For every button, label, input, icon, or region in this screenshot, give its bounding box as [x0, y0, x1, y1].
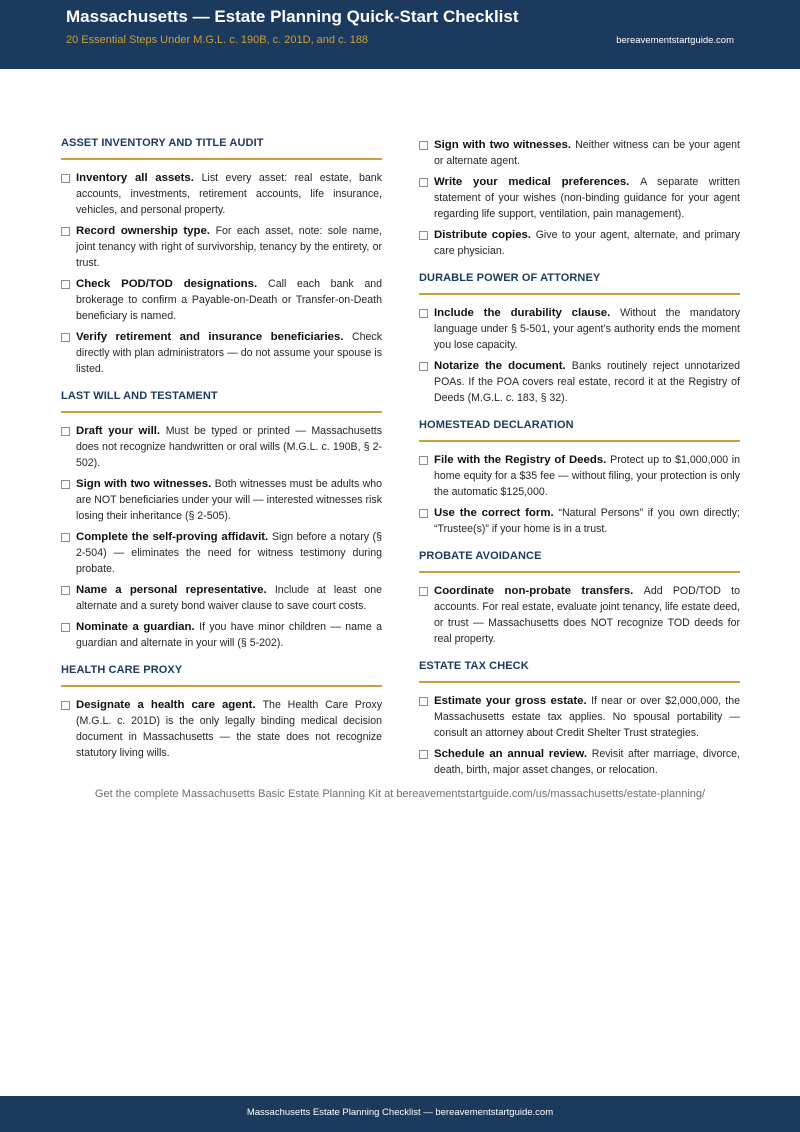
- checklist-item: [61, 423, 382, 471]
- footer-text: Massachusetts Estate Planning Checklist — bereavementstartguide.com: [246, 1107, 554, 1118]
- item-text: Sign before a notary (§ 2-504) — eliminates the need for witness testimony during probate.: [76, 531, 382, 575]
- item-lead: Include the durability clause.: [434, 307, 621, 319]
- section-asset-inventory: [61, 137, 382, 377]
- checkbox[interactable]: [419, 178, 428, 187]
- page-title: Massachusetts — Estate Planning Quick-Start Checklist: [66, 7, 519, 26]
- checklist-item: [419, 746, 740, 778]
- page-footer: [0, 1096, 800, 1132]
- right-column: [419, 137, 740, 791]
- checklist-item: [419, 358, 740, 406]
- checkbox[interactable]: [419, 750, 428, 759]
- checklist-item: [419, 452, 740, 500]
- checklist-item: [61, 582, 382, 614]
- checkbox[interactable]: [61, 227, 70, 236]
- item-text: Without the mandatory language under § 5-501, your agent’s authority ends the moment you lose capacity.: [434, 307, 740, 351]
- item-text: Both witnesses must be adults who are NOT beneficiaries under your will — interested witnesses risk losing their inheritance (§ 2-505).: [76, 478, 383, 522]
- checkbox[interactable]: [419, 309, 428, 318]
- section-probate-avoidance: [419, 550, 740, 647]
- item-text: Protect up to $1,000,000 in home equity for a $35 fee — without filing, your protection is only the automatic $125,000.: [434, 454, 741, 498]
- checkbox[interactable]: [419, 509, 428, 518]
- checkbox[interactable]: [61, 533, 70, 542]
- item-lead: Draft your will.: [76, 425, 166, 437]
- item-lead: Sign with two witnesses.: [76, 478, 215, 490]
- checkbox[interactable]: [61, 333, 70, 342]
- checkbox[interactable]: [61, 280, 70, 289]
- item-lead: Sign with two witnesses.: [434, 139, 576, 151]
- item-lead: Verify retirement and insurance beneficiaries.: [76, 331, 352, 343]
- item-text: Banks routinely reject unnotarized POAs. If the POA covers real estate, record it at the Registry of Deeds (M.G.L. c. 183, § 32).: [434, 360, 740, 404]
- checklist-item: [419, 505, 740, 537]
- checkbox[interactable]: [419, 362, 428, 371]
- item-text: “Natural Persons” if you own directly; “Trustee(s)” if your home is in a trust.: [434, 507, 740, 535]
- item-text: Add POD/TOD to accounts. For real estate, evaluate joint tenancy, life estate deed, or trust — Massachusetts does NOT recognize TOD deeds for real property.: [434, 585, 740, 645]
- item-text: A separate written statement of your wishes (non-binding guidance for your agent regarding life support, ventilation, pain management).: [434, 176, 740, 220]
- item-lead: Complete the self-proving affidavit.: [76, 531, 272, 543]
- item-text: If near or over $2,000,000, the Massachusetts estate tax applies. No spousal portability — consult an attorney about Credit Shelter Trust strategies.: [434, 695, 740, 739]
- checklist-item: [61, 170, 382, 218]
- checklist-item: [419, 137, 740, 169]
- item-lead: Use the correct form.: [434, 507, 559, 519]
- checkbox[interactable]: [61, 174, 70, 183]
- item-lead: Name a personal representative.: [76, 584, 275, 596]
- checkbox[interactable]: [61, 586, 70, 595]
- checklist-item: [419, 305, 740, 353]
- item-lead: Schedule an annual review.: [434, 748, 592, 760]
- item-lead: Coordinate non-probate transfers.: [434, 585, 644, 597]
- item-text: Check directly with plan administrators — do not assume your spouse is listed.: [76, 331, 382, 375]
- section-homestead: [419, 419, 740, 537]
- left-column: [61, 137, 382, 774]
- checklist-item: [61, 276, 382, 324]
- item-lead: Inventory all assets.: [76, 172, 202, 184]
- item-text: Neither witness can be your agent or alternate agent.: [434, 139, 740, 167]
- item-text: The Health Care Proxy (M.G.L. c. 201D) is the only legally binding medical decision document in Massachusetts — the state does not recognize statutory living wills.: [76, 699, 382, 759]
- item-lead: Designate a health care agent.: [76, 699, 263, 711]
- checkbox[interactable]: [419, 697, 428, 706]
- checkbox[interactable]: [419, 141, 428, 150]
- item-text: Give to your agent, alternate, and primary care physician.: [434, 229, 740, 257]
- checklist-item: [61, 329, 382, 377]
- checklist-item: [61, 223, 382, 271]
- item-text: List every asset: real estate, bank accounts, investments, retirement accounts, life insurance, vehicles, and personal property.: [76, 172, 382, 216]
- item-lead: Nominate a guardian.: [76, 621, 200, 633]
- section-title: DURABLE POWER OF ATTORNEY: [419, 272, 740, 295]
- page-subtitle: 20 Essential Steps Under M.G.L. c. 190B, c. 201D, and c. 188: [66, 34, 369, 46]
- section-durable-poa: [419, 272, 740, 406]
- checkbox[interactable]: [419, 456, 428, 465]
- section-title: HEALTH CARE PROXY: [61, 664, 382, 687]
- item-lead: File with the Registry of Deeds.: [434, 454, 611, 466]
- section-title: PROBATE AVOIDANCE: [419, 550, 740, 573]
- item-lead: Check POD/TOD designations.: [76, 278, 269, 290]
- item-text: For each asset, note: sole name, joint tenancy with right of survivorship, tenancy by the entirety, or trust.: [76, 225, 382, 269]
- item-lead: Record ownership type.: [76, 225, 216, 237]
- section-title: ESTATE TAX CHECK: [419, 660, 740, 683]
- item-lead: Distribute copies.: [434, 229, 536, 241]
- checklist-item: [419, 227, 740, 259]
- page-header: [0, 0, 800, 69]
- item-text: Revisit after marriage, divorce, death, birth, major asset changes, or relocation.: [434, 748, 740, 776]
- checkbox[interactable]: [61, 427, 70, 436]
- kit-link[interactable]: Get the complete Massachusetts Basic Estate Planning Kit at bereavementstartguide.com/us/massachusetts/estate-planning/: [94, 788, 706, 800]
- section-health-care-proxy: [61, 664, 382, 761]
- section-title: HOMESTEAD DECLARATION: [419, 419, 740, 442]
- header-site-link[interactable]: bereavementstartguide.com: [616, 35, 734, 46]
- checkbox[interactable]: [419, 231, 428, 240]
- item-text: Call each bank and brokerage to confirm a Payable-on-Death or Transfer-on-Death beneficiary is named.: [76, 278, 382, 322]
- section-title: LAST WILL AND TESTAMENT: [61, 390, 382, 413]
- checklist-item: [419, 174, 740, 222]
- checklist-item: [419, 583, 740, 647]
- item-lead: Notarize the document.: [434, 360, 572, 372]
- checkbox[interactable]: [419, 587, 428, 596]
- item-lead: Estimate your gross estate.: [434, 695, 592, 707]
- section-estate-tax: [419, 660, 740, 778]
- checkbox[interactable]: [61, 701, 70, 710]
- item-lead: Write your medical preferences.: [434, 176, 641, 188]
- checklist-item: [61, 619, 382, 651]
- checkbox[interactable]: [61, 623, 70, 632]
- item-text: Include at least one alternate and a surety bond waiver clause to save court costs.: [76, 584, 382, 612]
- section-title: ASSET INVENTORY AND TITLE AUDIT: [61, 137, 382, 160]
- checklist-item: [61, 697, 382, 761]
- item-text: Must be typed or printed — Massachusetts does not recognize handwritten or oral wills (M.G.L. c. 190B, § 2-502).: [76, 425, 383, 469]
- checklist-item: [61, 476, 382, 524]
- section-will: [61, 390, 382, 651]
- checkbox[interactable]: [61, 480, 70, 489]
- section-health-care-proxy-continued: [419, 137, 740, 259]
- checklist-item: [419, 693, 740, 741]
- checklist-item: [61, 529, 382, 577]
- item-text: If you have minor children — name a guardian and alternate in your will (§ 5-202).: [76, 621, 382, 649]
